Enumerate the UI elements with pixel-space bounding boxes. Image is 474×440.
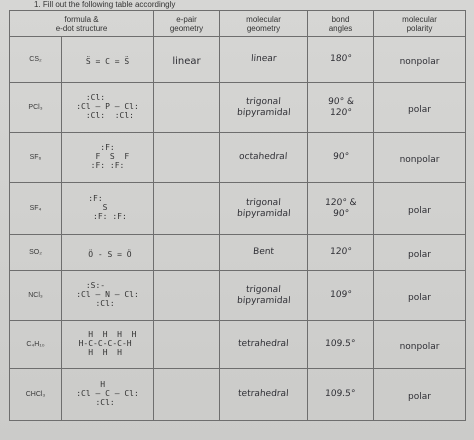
- header-formula: [10, 11, 154, 37]
- molgeo-cell: [220, 235, 308, 271]
- header-polarity-line2: polarity: [406, 23, 433, 33]
- header-bond-line1: bond: [331, 14, 350, 24]
- dot-structure: H :Cl — C — Cl: :Cl:: [76, 379, 139, 407]
- header-bond-line2: angles: [328, 23, 353, 33]
- formula-cell: PCl₃: [10, 83, 62, 133]
- formula-cell: NCl₃: [10, 271, 62, 321]
- table-row: [10, 183, 466, 235]
- molecular-geometry: trigonal: [245, 96, 282, 107]
- molecular-polarity: nonpolar: [399, 154, 440, 165]
- dot-structure-cell: [62, 37, 154, 83]
- molgeo-cell: [220, 37, 308, 83]
- header-epair-line1: e-pair: [176, 14, 197, 24]
- molecular-polarity: nonpolar: [399, 56, 440, 67]
- instruction-text: 1. Fill out the following table accordingly: [34, 0, 176, 9]
- molecular-geometry: Bent: [252, 247, 275, 257]
- polarity-cell: [374, 271, 466, 321]
- dot-structure-cell: [62, 369, 154, 421]
- molecular-polarity: nonpolar: [399, 341, 440, 352]
- molecular-polarity: polar: [408, 104, 431, 115]
- epair-cell: [154, 83, 220, 133]
- dot-structure-cell: [62, 235, 154, 271]
- header-epair-line2: geometry: [169, 23, 204, 33]
- dot-structure: H H H H H-C-C-C-C-H H H H: [78, 329, 137, 357]
- epair-geometry: linear: [172, 55, 201, 67]
- molecular-geometry-line2: bipyramidal: [236, 107, 291, 118]
- table-row: [10, 321, 466, 369]
- molecular-geometry: trigonal: [245, 197, 282, 208]
- header-molgeo-line1: molecular: [246, 14, 281, 24]
- molecular-polarity: polar: [408, 205, 431, 216]
- bond-angle-line2: 90°: [332, 208, 349, 219]
- molecular-geometry-line2: bipyramidal: [236, 295, 291, 306]
- bond-angle: 120° &: [324, 197, 357, 208]
- molgeo-cell: [220, 369, 308, 421]
- epair-cell: [154, 369, 220, 421]
- epair-cell: [154, 235, 220, 271]
- header-polarity-line1: molecular: [402, 14, 437, 24]
- dot-structure: :Cl: :Cl — P — Cl: :Cl: :Cl:: [76, 92, 139, 120]
- formula-cell: CS₂: [10, 37, 62, 83]
- formula-cell: SO₂: [10, 235, 62, 271]
- epair-cell: [154, 183, 220, 235]
- molecular-polarity: polar: [408, 292, 431, 303]
- table-row: [10, 271, 466, 321]
- molecular-geometry: trigonal: [245, 284, 282, 295]
- angle-cell: [308, 369, 374, 421]
- table-row: [10, 369, 466, 421]
- bond-angle: 109°: [329, 290, 352, 300]
- angle-cell: [308, 183, 374, 235]
- formula-cell: SF₄: [10, 183, 62, 235]
- molgeo-cell: [220, 83, 308, 133]
- molecular-geometry: tetrahedral: [237, 339, 290, 349]
- molgeo-cell: [220, 133, 308, 183]
- table-row: [10, 83, 466, 133]
- header-molgeo: [220, 11, 308, 37]
- bond-angle: 180°: [329, 54, 352, 64]
- molgeo-cell: [220, 183, 308, 235]
- header-epair: [154, 11, 220, 37]
- header-formula-line1: formula &: [64, 14, 99, 24]
- polarity-cell: [374, 83, 466, 133]
- molecular-geometry: linear: [250, 54, 277, 64]
- dot-structure-cell: [62, 321, 154, 369]
- header-bond: [308, 11, 374, 37]
- header-formula-line2: e-dot structure: [55, 23, 108, 33]
- bond-angle: 90° &: [327, 96, 354, 107]
- table-row: [10, 37, 466, 83]
- epair-cell: [154, 37, 220, 83]
- dot-structure: :F: F S F :F: :F:: [90, 142, 130, 170]
- formula-cell: C₄H₁₀: [10, 321, 62, 369]
- dot-structure-cell: [62, 183, 154, 235]
- bond-angle: 90°: [332, 152, 349, 162]
- formula-cell: CHCl₃: [10, 369, 62, 421]
- angle-cell: [308, 83, 374, 133]
- molgeo-cell: [220, 321, 308, 369]
- bond-angle: 120°: [329, 247, 352, 257]
- angle-cell: [308, 321, 374, 369]
- polarity-cell: [374, 235, 466, 271]
- bond-angle-line2: 120°: [329, 107, 352, 118]
- angle-cell: [308, 235, 374, 271]
- epair-cell: [154, 133, 220, 183]
- polarity-cell: [374, 183, 466, 235]
- molecular-polarity: polar: [408, 249, 431, 260]
- polarity-cell: [374, 321, 466, 369]
- angle-cell: [308, 133, 374, 183]
- header-row: [10, 11, 466, 37]
- dot-structure: Ö - S = Ö: [83, 249, 132, 259]
- polarity-cell: [374, 37, 466, 83]
- epair-cell: [154, 321, 220, 369]
- formula-cell: SF₆: [10, 133, 62, 183]
- bond-angle: 109.5°: [325, 389, 357, 399]
- molecular-geometry-line2: bipyramidal: [236, 208, 291, 219]
- angle-cell: [308, 37, 374, 83]
- molecular-geometry: tetrahedral: [237, 389, 290, 399]
- dot-structure: :F: S :F: :F:: [88, 193, 127, 221]
- epair-cell: [154, 271, 220, 321]
- molecule-table: [9, 10, 466, 421]
- bond-angle: 109.5°: [325, 339, 357, 349]
- dot-structure-cell: [62, 271, 154, 321]
- molecular-polarity: polar: [408, 391, 431, 402]
- dot-structure-cell: [62, 83, 154, 133]
- table-row: [10, 235, 466, 271]
- polarity-cell: [374, 133, 466, 183]
- header-molgeo-line2: geometry: [246, 23, 281, 33]
- dot-structure-cell: [62, 133, 154, 183]
- molecular-geometry: octahedral: [239, 152, 288, 162]
- molgeo-cell: [220, 271, 308, 321]
- dot-structure: S̈ = C = S̈: [85, 56, 130, 66]
- header-polarity: [374, 11, 466, 37]
- table-row: [10, 133, 466, 183]
- dot-structure: :S:- :Cl — N — Cl: :Cl:: [76, 280, 139, 308]
- angle-cell: [308, 271, 374, 321]
- polarity-cell: [374, 369, 466, 421]
